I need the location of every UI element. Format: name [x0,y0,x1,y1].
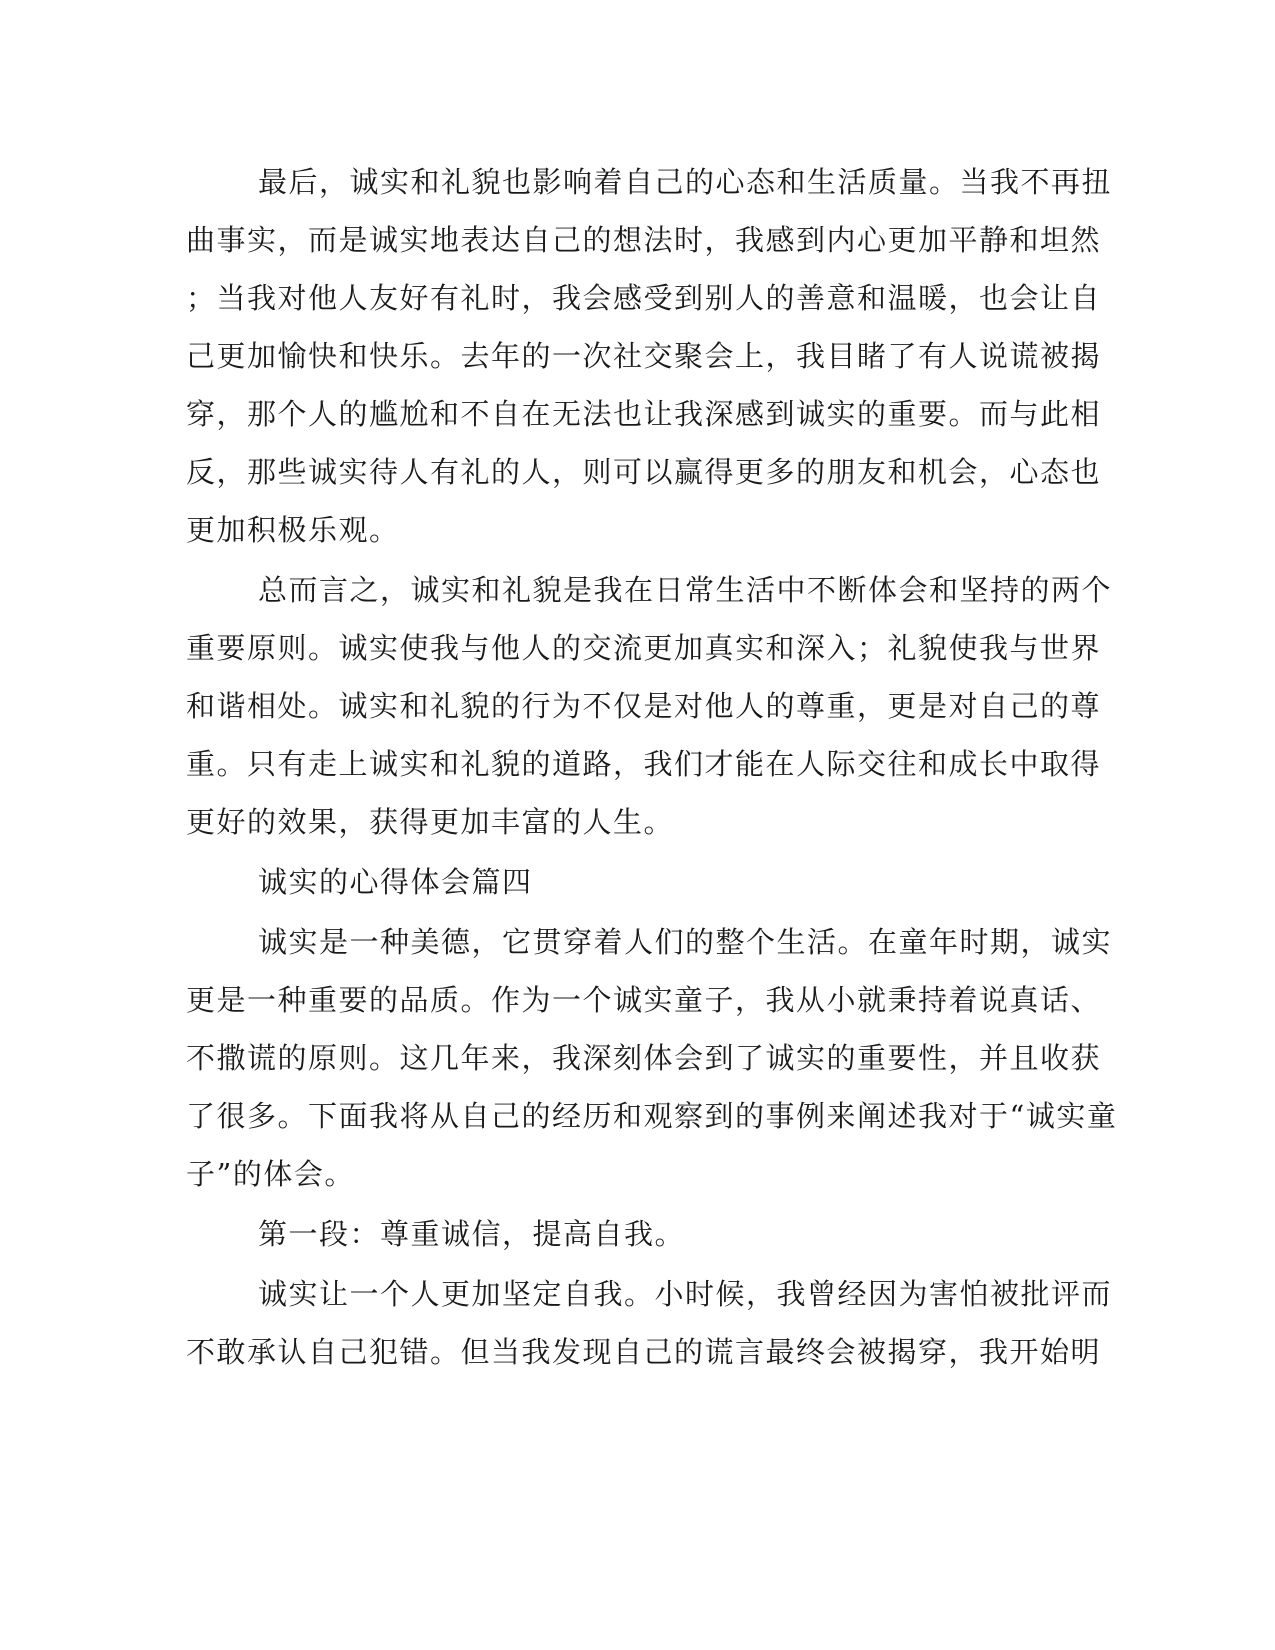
section-heading: 诚实的心得体会篇四 [258,865,533,899]
text-line: 更好的效果，获得更加丰富的人生。 [186,805,675,839]
text-line: 更是一种重要的品质。作为一个诚实童子，我从小就秉持着说真话、 [186,983,1102,1017]
text-line: 更加积极乐观。 [186,513,400,547]
text-line: 了很多。下面我将从自己的经历和观察到的事例来阐述我对于“诚实童 [186,1099,1118,1133]
text-line: 穿，那个人的尴尬和不自在无法也让我深感到诚实的重要。而与此相 [186,397,1102,431]
text-line: 最后，诚实和礼貌也影响着自己的心态和生活质量。当我不再扭 [258,165,1113,199]
text-line: 诚实是一种美德，它贯穿着人们的整个生活。在童年时期，诚实 [258,925,1113,959]
text-line: 子”的体会。 [186,1157,355,1191]
text-line: 不敢承认自己犯错。但当我发现自己的谎言最终会被揭穿，我开始明 [186,1335,1102,1369]
text-line: 重要原则。诚实使我与他人的交流更加真实和深入；礼貌使我与世界 [186,631,1102,665]
text-line: 诚实让一个人更加坚定自我。小时候，我曾经因为害怕被批评而 [258,1277,1113,1311]
subsection-heading: 第一段：尊重诚信，提高自我。 [258,1217,686,1251]
text-line: 曲事实，而是诚实地表达自己的想法时，我感到内心更加平静和坦然 [186,223,1102,257]
text-line: 重。只有走上诚实和礼貌的道路，我们才能在人际交往和成长中取得 [186,747,1102,781]
text-line: 总而言之，诚实和礼貌是我在日常生活中不断体会和坚持的两个 [258,573,1113,607]
text-line: ；当我对他人友好有礼时，我会感受到别人的善意和温暖，也会让自 [186,281,1102,315]
text-line: 不撒谎的原则。这几年来，我深刻体会到了诚实的重要性，并且收获 [186,1041,1102,1075]
text-line: 己更加愉快和快乐。去年的一次社交聚会上，我目睹了有人说谎被揭 [186,339,1102,373]
text-line: 反，那些诚实待人有礼的人，则可以赢得更多的朋友和机会，心态也 [186,455,1102,489]
text-line: 和谐相处。诚实和礼貌的行为不仅是对他人的尊重，更是对自己的尊 [186,689,1102,723]
